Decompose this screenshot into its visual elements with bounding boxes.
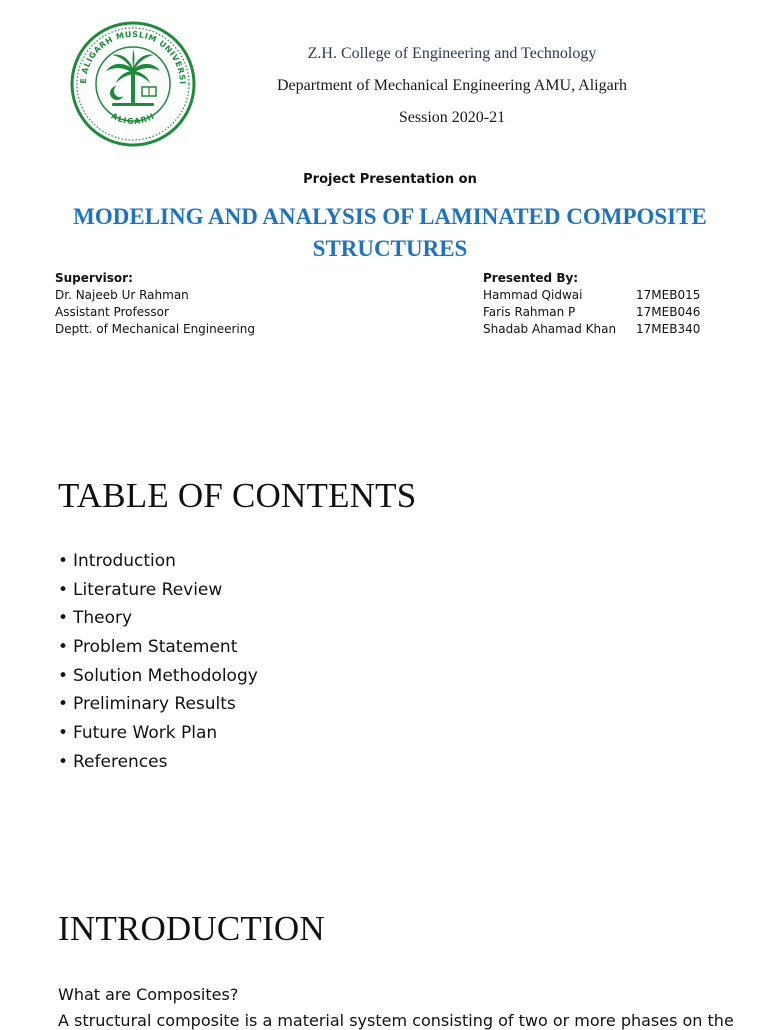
supervisor-block bbox=[55, 270, 255, 338]
toc-item-label: Preliminary Results bbox=[73, 694, 236, 715]
toc-item bbox=[58, 548, 258, 577]
toc-item-label: Solution Methodology bbox=[73, 665, 258, 686]
toc-item-label: Theory bbox=[73, 608, 133, 629]
toc-item bbox=[58, 749, 258, 778]
supervisor-department: Deptt. of Mechanical Engineering bbox=[55, 322, 255, 336]
bullet-icon: • bbox=[58, 751, 69, 772]
bullet-icon: • bbox=[58, 637, 69, 658]
supervisor-heading: Supervisor: bbox=[55, 271, 133, 285]
bullet-icon: • bbox=[58, 551, 69, 571]
college-name: Z.H. College of Engineering and Technology bbox=[307, 45, 597, 62]
presenter-name: Hammad Qidwai bbox=[483, 288, 583, 302]
toc-item-label: Future Work Plan bbox=[73, 723, 218, 744]
toc-item bbox=[58, 663, 258, 692]
presenter-row bbox=[483, 321, 701, 338]
logo-ring-text: E ALIGARH MUSLIM UNIVERSI bbox=[78, 29, 188, 85]
presenters-heading: Presented By: bbox=[483, 271, 579, 285]
toc-item bbox=[58, 634, 258, 663]
presenter-roll: 17MEB015 bbox=[636, 288, 701, 302]
toc-item bbox=[58, 720, 258, 749]
introduction-paragraph: A structural composite is a material system consisting of two or more phases on the bbox=[58, 1011, 734, 1030]
presenter-roll: 17MEB046 bbox=[636, 305, 701, 319]
project-label: Project Presentation on bbox=[303, 172, 477, 187]
toc-item bbox=[58, 691, 258, 720]
logo-bottom-text: ALIGARH bbox=[109, 111, 157, 127]
introduction-question: What are Composites? bbox=[58, 985, 239, 1004]
bullet-icon: • bbox=[58, 723, 69, 744]
bullet-icon: • bbox=[58, 694, 69, 715]
toc-item bbox=[58, 605, 258, 634]
university-logo bbox=[70, 21, 196, 147]
session-label: Session 2020-21 bbox=[398, 109, 506, 126]
university-seal-icon bbox=[70, 21, 196, 147]
toc-item-label: Literature Review bbox=[73, 579, 223, 600]
toc-list bbox=[58, 548, 258, 778]
introduction-heading: INTRODUCTION bbox=[58, 909, 325, 948]
bullet-icon: • bbox=[58, 665, 69, 686]
presenter-name: Faris Rahman P bbox=[483, 305, 576, 319]
toc-item-label: Problem Statement bbox=[73, 637, 238, 658]
presenter-roll: 17MEB340 bbox=[636, 322, 701, 336]
presenter-row bbox=[483, 304, 701, 321]
toc-item-label: References bbox=[73, 751, 168, 772]
supervisor-name: Dr. Najeeb Ur Rahman bbox=[55, 288, 189, 302]
presentation-title: MODELING AND ANALYSIS OF LAMINATED COMPOSITE STRUCTURES bbox=[73, 204, 707, 261]
bullet-icon: • bbox=[58, 608, 69, 629]
supervisor-designation: Assistant Professor bbox=[55, 305, 169, 319]
toc-heading: TABLE OF CONTENTS bbox=[58, 476, 417, 515]
presenters-block bbox=[483, 270, 701, 338]
toc-item-label: Introduction bbox=[73, 551, 176, 571]
department-name: Department of Mechanical Engineering AMU, Aligarh bbox=[276, 77, 628, 94]
bullet-icon: • bbox=[58, 579, 69, 600]
presenter-name: Shadab Ahamad Khan bbox=[483, 322, 617, 336]
toc-item bbox=[58, 577, 258, 606]
presenter-row bbox=[483, 287, 701, 304]
